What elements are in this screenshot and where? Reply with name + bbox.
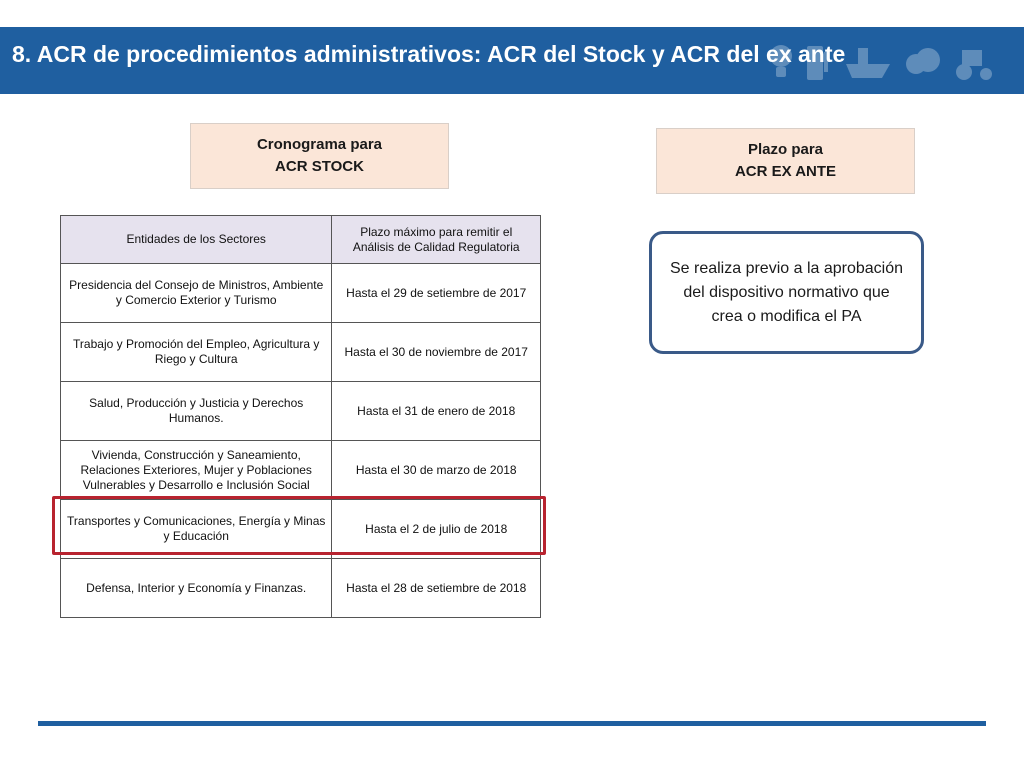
stock-schedule-label	[190, 123, 449, 189]
exante-callout	[649, 231, 924, 354]
table-cell-entities: Vivienda, Construcción y Saneamiento, Relaciones Exteriores, Mujer y Poblaciones Vulnerables y Desarrollo e Inclusión Social	[61, 441, 332, 500]
ship-icon	[844, 42, 892, 82]
table-cell-entities: Salud, Producción y Justicia y Derechos Humanos.	[61, 382, 332, 441]
tractor-icon	[952, 42, 996, 82]
table-row	[61, 323, 541, 382]
table-row	[61, 559, 541, 618]
table-cell-entities: Trabajo y Promoción del Empleo, Agricultura y Riego y Cultura	[61, 323, 332, 382]
exante-label-line2: ACR EX ANTE	[734, 163, 837, 180]
table-cell-deadline: Hasta el 29 de setiembre de 2017	[332, 264, 541, 323]
stock-label-line2: ACR STOCK	[275, 158, 364, 175]
fuel-pump-icon	[804, 42, 834, 82]
table-cell-deadline: Hasta el 30 de noviembre de 2017	[332, 323, 541, 382]
cloud-icon	[902, 42, 942, 82]
table-header-deadline: Plazo máximo para remitir el Análisis de Calidad Regulatoria	[332, 216, 541, 264]
exante-deadline-label	[656, 128, 915, 194]
exante-label-line1: Plazo para	[747, 141, 824, 158]
stock-label-line1: Cronograma para	[256, 136, 383, 153]
table-cell-entities: Presidencia del Consejo de Ministros, Ambiente y Comercio Exterior y Turismo	[61, 264, 332, 323]
table-cell-deadline: Hasta el 2 de julio de 2018	[332, 500, 541, 559]
table-cell-deadline: Hasta el 28 de setiembre de 2018	[332, 559, 541, 618]
schedule-table	[60, 215, 541, 618]
footer-divider	[38, 721, 986, 726]
callout-text: Se realiza previo a la aprobación del dispositivo normativo que crea o modifica el PA	[669, 259, 904, 325]
header-icon-strip	[768, 40, 996, 84]
table-header-entities: Entidades de los Sectores	[61, 216, 332, 264]
table-row	[61, 264, 541, 323]
lightbulb-icon	[768, 42, 794, 82]
table-header-row	[61, 216, 541, 264]
table-row	[61, 441, 541, 500]
slide-title: 8. ACR de procedimientos administrativos: ACR del Stock y ACR del ex ante	[12, 41, 846, 67]
table-cell-deadline: Hasta el 30 de marzo de 2018	[332, 441, 541, 500]
table-row	[61, 382, 541, 441]
table-cell-entities: Defensa, Interior y Economía y Finanzas.	[61, 559, 332, 618]
row-highlight-frame	[52, 496, 546, 555]
table-cell-deadline: Hasta el 31 de enero de 2018	[332, 382, 541, 441]
table-cell-entities: Transportes y Comunicaciones, Energía y Minas y Educación	[61, 500, 332, 559]
